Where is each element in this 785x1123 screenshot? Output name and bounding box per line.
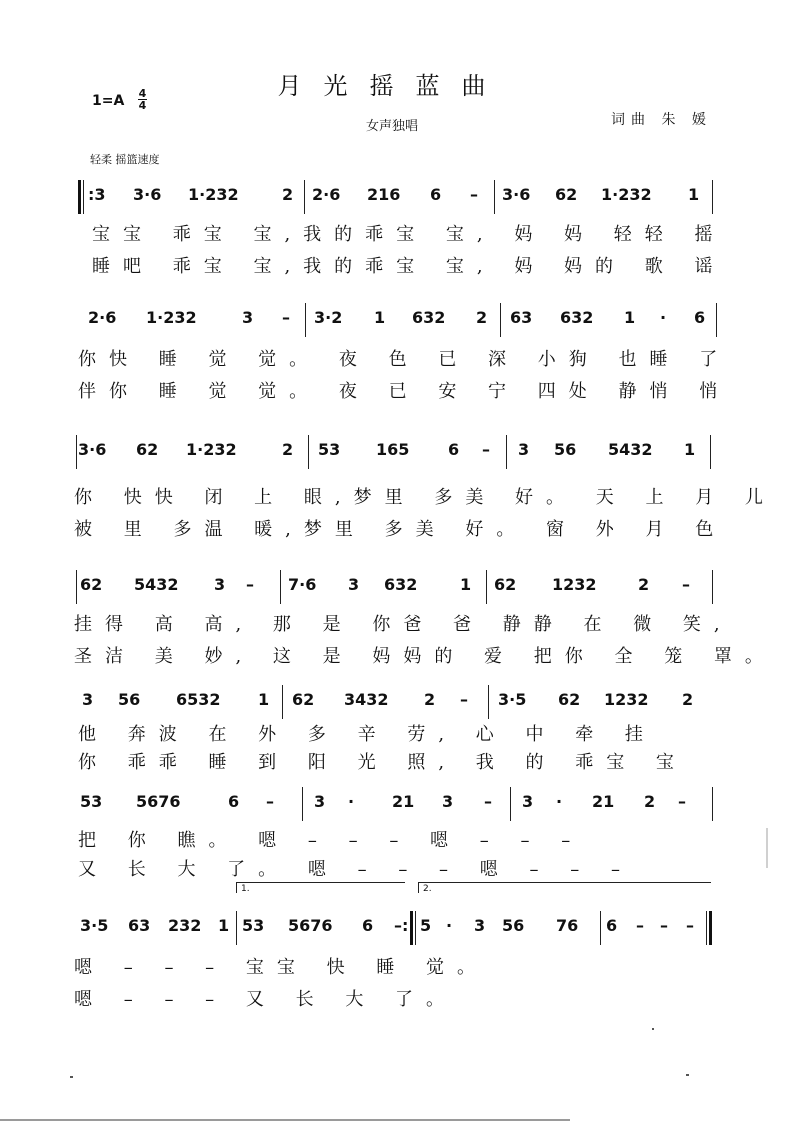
note: 3 — [314, 792, 326, 811]
note: – — [484, 792, 492, 811]
barline — [712, 787, 713, 821]
key-signature: 1=A — [92, 93, 125, 109]
note: 1 — [374, 308, 386, 327]
volta-bracket-1 — [236, 882, 405, 893]
lyric-line: 睡吧 乖宝 宝,我的乖宝 宝, 妈 妈的 歌 谣 — [92, 256, 726, 277]
time-signature-bottom: 4 — [138, 99, 147, 112]
note: 3·5 — [80, 916, 109, 935]
note: 3432 — [344, 690, 389, 709]
note: 3·6 — [78, 440, 107, 459]
volta-label: 1. — [241, 884, 250, 894]
barline — [236, 911, 237, 945]
lyric-line: 嗯 – – – 又 长 大 了。 — [74, 989, 458, 1010]
note: · — [660, 308, 667, 327]
note: 1232 — [604, 690, 649, 709]
note: 63 — [128, 916, 151, 935]
note: 2 — [424, 690, 436, 709]
note: 632 — [412, 308, 446, 327]
note: 5432 — [608, 440, 653, 459]
note: 63 — [510, 308, 533, 327]
song-subtitle: 女声独唱 — [366, 119, 419, 134]
end-repeat-barline — [410, 911, 413, 945]
note: 1·232 — [188, 185, 239, 204]
note: 6 — [448, 440, 460, 459]
note: – — [470, 185, 478, 204]
note: 2 — [476, 308, 488, 327]
note: 53 — [318, 440, 341, 459]
barline — [304, 180, 305, 214]
note: – — [460, 690, 468, 709]
note: 3·2 — [314, 308, 343, 327]
note: – — [678, 792, 686, 811]
note: 5432 — [134, 575, 179, 594]
barline — [305, 303, 306, 337]
barline — [506, 435, 507, 469]
note: 3 — [348, 575, 360, 594]
scan-speck — [766, 828, 768, 868]
barline — [488, 685, 489, 719]
final-barline — [709, 911, 712, 945]
note: 1 — [258, 690, 270, 709]
note: 632 — [560, 308, 594, 327]
note: 5676 — [288, 916, 333, 935]
note: 62 — [80, 575, 103, 594]
barline — [486, 570, 487, 604]
barline — [494, 180, 495, 214]
barline — [83, 180, 84, 214]
note: – — [686, 916, 694, 935]
barline — [510, 787, 511, 821]
note: 1 — [688, 185, 700, 204]
scan-speck — [686, 1074, 689, 1076]
barline — [76, 435, 77, 469]
scan-line — [0, 1119, 570, 1121]
note: 56 — [118, 690, 141, 709]
note: · — [348, 792, 355, 811]
note: 2 — [282, 185, 294, 204]
scan-speck — [70, 1076, 73, 1078]
barline — [600, 911, 601, 945]
note: 7·6 — [288, 575, 317, 594]
note: 1 — [624, 308, 636, 327]
barline — [500, 303, 501, 337]
song-title: 月光摇蓝曲 — [277, 72, 508, 100]
note: 56 — [502, 916, 525, 935]
time-signature — [138, 88, 147, 111]
note: – — [682, 575, 690, 594]
lyric-line: 你 乖乖 睡 到 阳 光 照, 我 的 乖宝 宝 — [78, 752, 687, 773]
lyric-line: 挂得 高 高, 那 是 你爸 爸 静静 在 微 笑, — [74, 614, 733, 635]
note: 62 — [494, 575, 517, 594]
lyric-line: 又 长 大 了。 嗯 – – – 嗯 – – – — [78, 859, 633, 880]
note: 3 — [242, 308, 254, 327]
music-system-3 — [0, 430, 785, 490]
barline — [280, 570, 281, 604]
note: :3 — [88, 185, 106, 204]
note: 6 — [362, 916, 374, 935]
time-signature-top: 4 — [138, 87, 147, 100]
note: 3 — [82, 690, 94, 709]
lyric-line: 圣洁 美 妙, 这 是 妈妈的 爱 把你 全 笼 罩。 — [74, 646, 776, 667]
lyric-line: 把 你 瞧。 嗯 – – – 嗯 – – – — [78, 830, 584, 851]
barline — [712, 180, 713, 214]
note: 6532 — [176, 690, 221, 709]
composer-credit: 词曲 朱 媛 — [611, 112, 712, 128]
note: 232 — [168, 916, 202, 935]
lyric-line: 被 里 多温 暖,梦里 多美 好。 窗 外 月 色 — [74, 519, 727, 540]
note: 5 — [420, 916, 432, 935]
note: 2 — [644, 792, 656, 811]
note: 62 — [292, 690, 315, 709]
note: 6 — [606, 916, 618, 935]
scan-speck — [652, 1028, 654, 1030]
note: 1·232 — [601, 185, 652, 204]
start-repeat-barline — [78, 180, 81, 214]
note: 632 — [384, 575, 418, 594]
note: 53 — [80, 792, 103, 811]
note: 62 — [136, 440, 159, 459]
note: – — [246, 575, 254, 594]
note: 2·6 — [88, 308, 117, 327]
note: 2 — [638, 575, 650, 594]
note: 1232 — [552, 575, 597, 594]
note: 1 — [218, 916, 230, 935]
barline — [302, 787, 303, 821]
note: 21 — [392, 792, 415, 811]
note: 2 — [682, 690, 694, 709]
note: 3·6 — [133, 185, 162, 204]
note: 62 — [558, 690, 581, 709]
barline — [716, 303, 717, 337]
note: 62 — [555, 185, 578, 204]
note: 53 — [242, 916, 265, 935]
note: 1 — [460, 575, 472, 594]
note: 3 — [442, 792, 454, 811]
barline — [712, 570, 713, 604]
lyric-line: 你 快快 闭 上 眼,梦里 多美 好。 天 上 月 儿 — [74, 487, 776, 508]
note: – — [482, 440, 490, 459]
note: 3 — [474, 916, 486, 935]
note: 76 — [556, 916, 579, 935]
note: 6 — [430, 185, 442, 204]
note: 165 — [376, 440, 410, 459]
note: – — [266, 792, 274, 811]
note: – — [282, 308, 290, 327]
tempo-marking: 轻柔 摇篮速度 — [90, 153, 160, 166]
barline — [282, 685, 283, 719]
note: 3·5 — [498, 690, 527, 709]
note: 1 — [684, 440, 696, 459]
note: 3 — [214, 575, 226, 594]
volta-bracket-2 — [418, 882, 711, 893]
note: 3 — [518, 440, 530, 459]
barline — [76, 570, 77, 604]
note: 21 — [592, 792, 615, 811]
note: 3 — [522, 792, 534, 811]
note: 6 — [228, 792, 240, 811]
note: – — [636, 916, 644, 935]
note: 2 — [282, 440, 294, 459]
barline — [308, 435, 309, 469]
barline — [706, 911, 707, 945]
lyric-line: 伴你 睡 觉 觉。 夜 已 安 宁 四处 静悄 悄 — [78, 381, 731, 402]
note: 216 — [367, 185, 401, 204]
lyric-line: 嗯 – – – 宝宝 快 睡 觉。 — [74, 957, 489, 978]
note: 3·6 — [502, 185, 531, 204]
barline — [415, 911, 416, 945]
note: 2·6 — [312, 185, 341, 204]
lyric-line: 你快 睡 觉 觉。 夜 色 已 深 小狗 也睡 了 — [78, 349, 731, 370]
note: 1·232 — [146, 308, 197, 327]
note: –: — [394, 916, 409, 935]
lyric-line: 宝宝 乖宝 宝,我的乖宝 宝, 妈 妈 轻轻 摇 — [92, 224, 726, 245]
note: 5676 — [136, 792, 181, 811]
lyric-line: 他 奔波 在 外 多 辛 劳, 心 中 牵 挂 — [78, 724, 656, 745]
barline — [710, 435, 711, 469]
note: 1·232 — [186, 440, 237, 459]
note: 56 — [554, 440, 577, 459]
note: · — [446, 916, 453, 935]
volta-label: 2. — [423, 884, 432, 894]
note: – — [660, 916, 668, 935]
note: 6 — [694, 308, 706, 327]
note: · — [556, 792, 563, 811]
